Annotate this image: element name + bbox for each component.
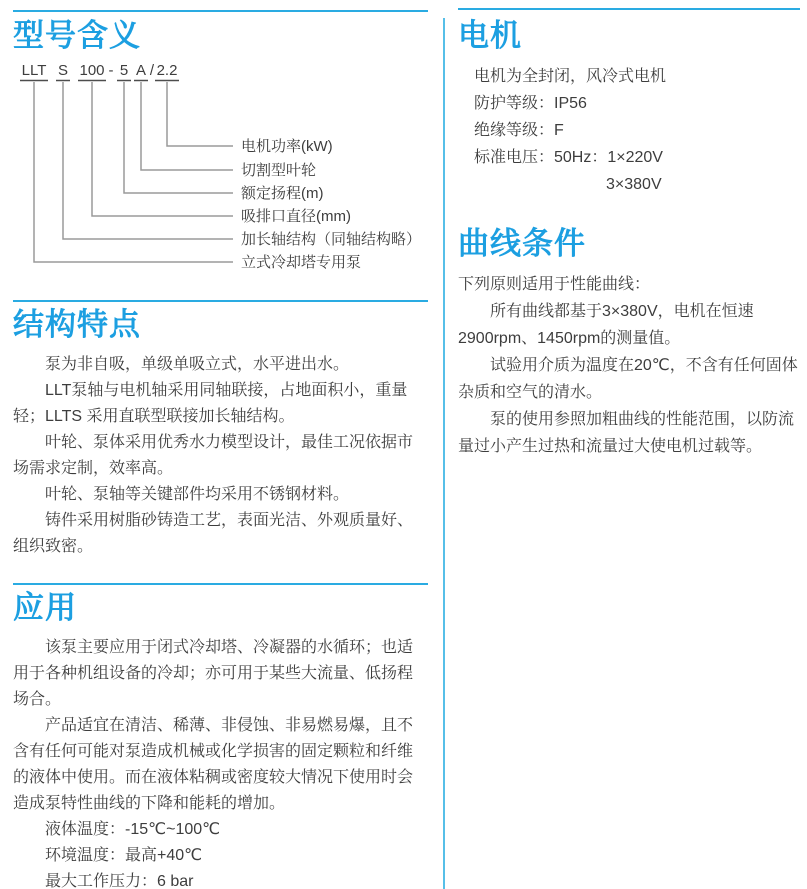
divider-line: [13, 300, 428, 302]
section-title-motor: 电机: [458, 18, 522, 53]
right-column: [458, 0, 800, 460]
section-title-curve-conditions: 曲线条件: [458, 226, 586, 261]
motor-enclosure-line: 电机为全封闭，风冷式电机: [474, 68, 667, 85]
structure-paragraphs: [13, 352, 428, 560]
curve-intro-line: 下列原则适用于性能曲线：: [458, 276, 651, 293]
left-column: [13, 0, 428, 889]
model-code-segment-22: 2.2: [156, 62, 178, 79]
motor-lines: [458, 63, 800, 198]
model-code-diagram: [13, 57, 433, 285]
model-code-label-impeller: 切割型叶轮: [241, 162, 317, 179]
curve-paragraph: 所有曲线都基于3×380V，电机在恒速2900rpm、1450rpm的测量值。: [458, 303, 754, 347]
section-title-structure: 结构特点: [13, 307, 141, 342]
model-code-label-head: 额定扬程(m): [241, 185, 324, 202]
spec-max-working-pressure: 最大工作压力：6 bar: [45, 873, 194, 889]
section-title-model-meaning: 型号含义: [13, 18, 141, 53]
motor-insulation-class-line: 绝缘等级：F: [474, 122, 564, 139]
model-code-label-diameter: 吸排口直径(mm): [241, 208, 351, 225]
model-code-segment-100: 100: [79, 62, 105, 79]
divider-line: [13, 583, 428, 585]
curve-paragraph: 泵的使用参照加粗曲线的性能范围，以防流量过小产生过热和流量过大使电机过载等。: [458, 411, 795, 455]
spec-ambient-temperature: 环境温度：最高+40℃: [45, 847, 203, 864]
model-code-separator-slash: /: [149, 62, 155, 79]
divider-line: [13, 10, 428, 12]
structure-paragraph: LLT泵轴与电机轴采用同轴联接，占地面积小，重量轻；LLTS 采用直联型联接加长轴结构。: [13, 382, 408, 425]
curve-paragraph: 试验用介质为温度在20℃，不含有任何固体杂质和空气的清水。: [458, 357, 798, 401]
column-divider-line: [443, 18, 445, 889]
structure-paragraph: 泵为非自吸，单级单吸立式，水平进出水。: [45, 356, 350, 373]
motor-voltage-line-2: 3×380V: [606, 176, 662, 193]
structure-paragraph: 叶轮、泵体采用优秀水力模型设计，最佳工况依据市场需求定制，效率高。: [13, 434, 414, 477]
section-title-application: 应用: [13, 590, 77, 625]
curve-paragraphs: [458, 271, 800, 460]
model-code-segment-llt: LLT: [21, 62, 47, 79]
divider-line: [458, 8, 800, 10]
model-code-segment-a: A: [135, 62, 147, 79]
motor-standard-voltage-line: 标准电压：50Hz：1×220V: [474, 149, 663, 166]
model-code-segment-5: 5: [119, 62, 129, 79]
structure-paragraph: 铸件采用树脂砂铸造工艺，表面光洁、外观质量好、组织致密。: [13, 512, 414, 555]
model-code-segment-s: S: [57, 62, 69, 79]
application-paragraph: 该泵主要应用于闭式冷却塔、冷凝器的水循环；也适用于各种机组设备的冷却；亦可用于某些大流量、低扬程场合。: [13, 639, 414, 708]
model-code-label-pump-type: 立式冷却塔专用泵: [241, 254, 362, 271]
application-paragraphs: [13, 635, 428, 889]
structure-paragraph: 叶轮、泵轴等关键部件均采用不锈钢材料。: [45, 486, 350, 503]
motor-protection-class-line: 防护等级：IP56: [474, 95, 587, 112]
model-code-label-power: 电机功率(kW): [241, 138, 333, 155]
model-code-separator-dash: -: [108, 62, 114, 79]
spec-liquid-temperature: 液体温度：-15℃~100℃: [45, 821, 221, 838]
application-paragraph: 产品适宜在清洁、稀薄、非侵蚀、非易燃易爆，且不含有任何可能对泵造成机械或化学损害的固定颗粒和纤维的液体中使用。而在液体粘稠或密度较大情况下使用时会造成泵特性曲线的下降和能耗的增加。: [13, 717, 414, 812]
model-code-label-shaft: 加长轴结构（同轴结构略）: [241, 231, 422, 248]
